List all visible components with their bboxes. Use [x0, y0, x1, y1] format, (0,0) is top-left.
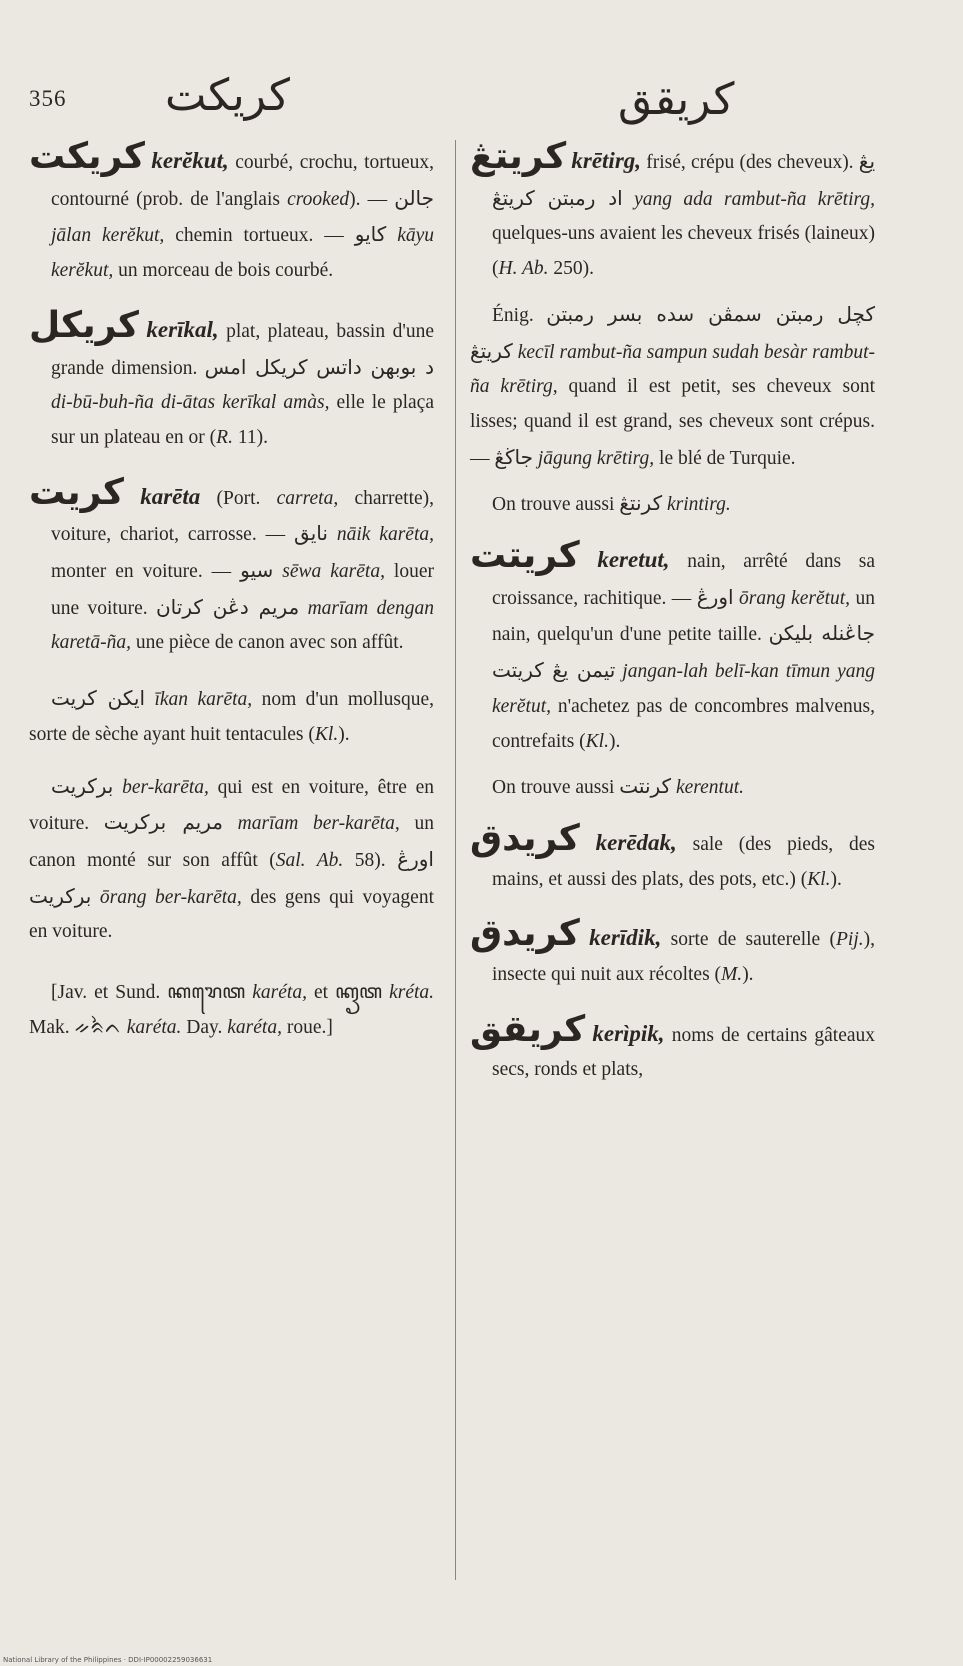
scan-footer: National Library of the Philippines · DDI-IP00002259036631	[3, 1656, 213, 1664]
text-run: elle le plaça sur un plateau en or (	[51, 392, 434, 448]
text-run: Day.	[181, 1016, 228, 1038]
entry-keridik	[470, 913, 875, 992]
entry-keredak	[470, 817, 875, 897]
etymology-note	[29, 976, 434, 1045]
text-run: ).	[338, 723, 350, 745]
text-run: des gens qui voyagent en voiture.	[29, 886, 434, 943]
entry-kerekut	[29, 136, 435, 289]
text-run: سيو	[240, 558, 274, 583]
text-run: et	[306, 982, 336, 1004]
entry-arabic-headword: كريكل	[29, 304, 139, 346]
text-run: جاڬڠ	[494, 444, 533, 469]
text-run: jāgung krētirg,	[537, 447, 655, 469]
entry-keretut	[470, 535, 876, 759]
text-run: جالن	[394, 185, 435, 210]
text-run: كرنتڠ	[619, 491, 663, 516]
text-run: ).	[742, 964, 754, 986]
entry-lemma: kerīkal,	[146, 316, 219, 342]
text-run: qui est en voiture, être en voiture.	[29, 776, 434, 835]
entry-arabic-headword: كريتت	[470, 535, 580, 577]
text-run	[113, 777, 122, 798]
entry-arabic-headword: كريتڠ	[470, 136, 567, 177]
text-run: le blé de Turquie.	[654, 447, 796, 469]
text-run: ).	[830, 868, 842, 890]
text-run: ). —	[349, 188, 395, 210]
entry-arabic-headword: كريقق	[470, 1008, 586, 1050]
text-run: charrette), voiture, chariot, carrosse. —	[51, 487, 435, 546]
text-run: karéta.	[126, 1016, 182, 1038]
text-run	[91, 887, 100, 908]
text-run	[223, 813, 238, 834]
sub-entry-ikan-kareta	[29, 681, 434, 752]
text-run: karéta,	[227, 1016, 282, 1038]
text-run: monter en voiture. —	[51, 561, 241, 583]
text-run: بركريت	[51, 773, 114, 798]
running-head-right: كريقق	[618, 74, 735, 125]
text-run: quand il est petit, ses cheveux sont lisses; quand il est grand, ses cheveux sont crépus. —	[470, 376, 875, 469]
text-run: frisé, crépu (des cheveux).	[641, 152, 859, 173]
left-column	[29, 136, 435, 1061]
variant-kerentut	[470, 769, 875, 806]
text-run: ber-karēta,	[122, 776, 209, 798]
text-run	[299, 598, 307, 619]
entry-lemma: kerēdak,	[595, 829, 677, 855]
column-divider	[455, 140, 456, 1580]
text-run: R.	[216, 426, 233, 448]
text-run: krintirg.	[666, 494, 731, 516]
text-run: كچل رمبتن سمڤن سده بسر رمبتن كريتڠ	[470, 301, 875, 363]
text-run: مريم دڠن كرتان	[155, 594, 300, 619]
text-run: plat, plateau, bassin d'une grande dimension.	[51, 320, 434, 379]
text-run: marīam ber-karēta,	[237, 813, 400, 835]
text-run: ōrang ber-karēta,	[99, 886, 242, 908]
text-run: يڠ اد رمبتن كريتڠ	[492, 149, 876, 210]
text-run: nom d'un mollusque, sorte de sèche ayant huit tentacules (	[29, 689, 434, 745]
text-run: ꦏꦫꦺꦠ	[167, 982, 246, 1004]
text-run: ايكن كريت	[51, 686, 146, 711]
entry-lemma: kerĕkut,	[151, 148, 229, 173]
text-run: īkan karēta,	[154, 689, 253, 711]
text-run: كرنتت	[619, 774, 672, 799]
text-run	[273, 561, 282, 582]
text-run: Kl.	[807, 868, 831, 890]
text-run: kāyu kerĕkut,	[51, 225, 434, 282]
sub-entry-ber-kareta	[29, 769, 434, 951]
text-run: كايو	[354, 222, 387, 247]
text-run: [Jav. et Sund.	[51, 982, 168, 1004]
text-run: ꦏꦽꦠ	[335, 982, 383, 1004]
text-run: carreta,	[276, 487, 339, 509]
text-run: crooked	[287, 188, 350, 210]
text-run: ᨀᨑᨛᨈ	[74, 1016, 122, 1038]
text-run: louer une voiture.	[51, 561, 434, 619]
text-run: Énig.	[492, 304, 547, 326]
text-run: sēwa karēta,	[282, 561, 385, 583]
entry-lemma: keretut,	[597, 547, 670, 573]
text-run: Kl.	[585, 730, 609, 752]
text-run: n'achetez pas de concombres malvenus, contrefaits (	[492, 695, 875, 752]
text-run: nain, arrêté dans sa croissance, rachitique. —	[492, 551, 875, 609]
text-run: sorte de sauterelle (	[661, 929, 836, 951]
variant-krinting	[470, 486, 875, 523]
text-run: une pièce de canon avec son affût.	[130, 632, 404, 654]
text-run: un nain, quelqu'un d'une petite taille.	[492, 587, 876, 646]
text-run: jangan-lah belī-kan tīmun yang kerĕtut,	[492, 661, 876, 717]
page-number: 356	[29, 86, 67, 111]
entry-lemma: krētirg,	[571, 148, 642, 173]
text-run: kréta.	[389, 982, 435, 1004]
text-run: Mak.	[29, 1016, 75, 1038]
text-run: د بوبهن داتس كريكل امس	[204, 354, 434, 379]
entry-kreting	[470, 136, 876, 287]
text-run: marīam dengan karetā-ña,	[51, 597, 435, 654]
text-run: جاڠنله بليكن تيمن يڠ كريتت	[492, 621, 875, 683]
text-run: ), insecte qui nuit aux récoltes (	[492, 929, 875, 986]
text-run: مريم بركريت	[103, 810, 223, 835]
text-run: Sal. Ab.	[275, 849, 344, 871]
entry-kerikal	[29, 304, 434, 456]
text-run: اورڠ	[696, 584, 734, 609]
text-run: Kl.	[314, 723, 339, 745]
text-run: noms de certains gâteaux secs, ronds et plats,	[492, 1024, 876, 1081]
text-run: courbé, crochu, tortueux, contourné (prob. de l'anglais	[51, 152, 434, 210]
text-run: karéta,	[252, 982, 307, 1004]
text-run: ōrang kerĕtut,	[739, 587, 851, 609]
entry-lemma: kerīdik,	[589, 925, 662, 951]
text-run: jālan kerĕkut,	[51, 225, 165, 247]
text-run: (Port.	[200, 487, 277, 509]
text-run: ).	[608, 730, 621, 752]
text-run: quelques-uns avaient les cheveux frisés (laineux) (	[492, 223, 875, 280]
text-run	[623, 189, 634, 210]
running-head-left: كريكت	[165, 70, 290, 121]
text-run: un canon monté sur son affût (	[29, 813, 434, 871]
text-run: yang ada rambut-ña krētirg,	[634, 188, 876, 210]
entry-lemma: kerìpik,	[592, 1020, 665, 1046]
text-run: On trouve aussi	[492, 777, 620, 799]
entry-keripik	[470, 1008, 876, 1088]
text-run: un morceau de bois courbé.	[113, 260, 334, 282]
text-run: kerentut.	[675, 777, 744, 799]
text-run: On trouve aussi	[492, 494, 620, 516]
text-run: nāik karēta,	[336, 524, 434, 546]
entry-arabic-headword: كريدق	[470, 913, 580, 955]
entry-arabic-headword: كريت	[29, 471, 124, 513]
text-run: H. Ab.	[498, 258, 549, 280]
text-run: 250).	[548, 258, 595, 280]
text-run: 11).	[232, 426, 268, 448]
text-run: sale (des pieds, des mains, et aussi des plats, des pots, etc.) (	[492, 833, 875, 890]
entry-lemma: karēta	[140, 483, 201, 509]
entry-arabic-headword: كريكت	[29, 136, 145, 177]
text-run: Pij.	[836, 929, 864, 951]
text-run: roue.]	[281, 1016, 333, 1038]
text-run: اورڠ بركريت	[29, 846, 434, 908]
right-column	[470, 136, 876, 1108]
riddle-paragraph	[470, 297, 875, 477]
text-run	[328, 524, 337, 545]
text-run: di-bū-buh-ña di-ātas kerīkal amàs,	[51, 392, 330, 414]
text-run: kecīl rambut-ña sampun sudah besàr rambut-ña krētirg,	[470, 341, 875, 398]
text-run	[386, 225, 397, 246]
text-run: chemin tortueux. —	[164, 225, 355, 247]
text-run: نايق	[294, 521, 328, 546]
entry-arabic-headword: كريدق	[470, 817, 580, 859]
text-run: 58).	[343, 849, 398, 871]
text-run: M.	[721, 964, 743, 986]
entry-kareta	[29, 471, 435, 662]
